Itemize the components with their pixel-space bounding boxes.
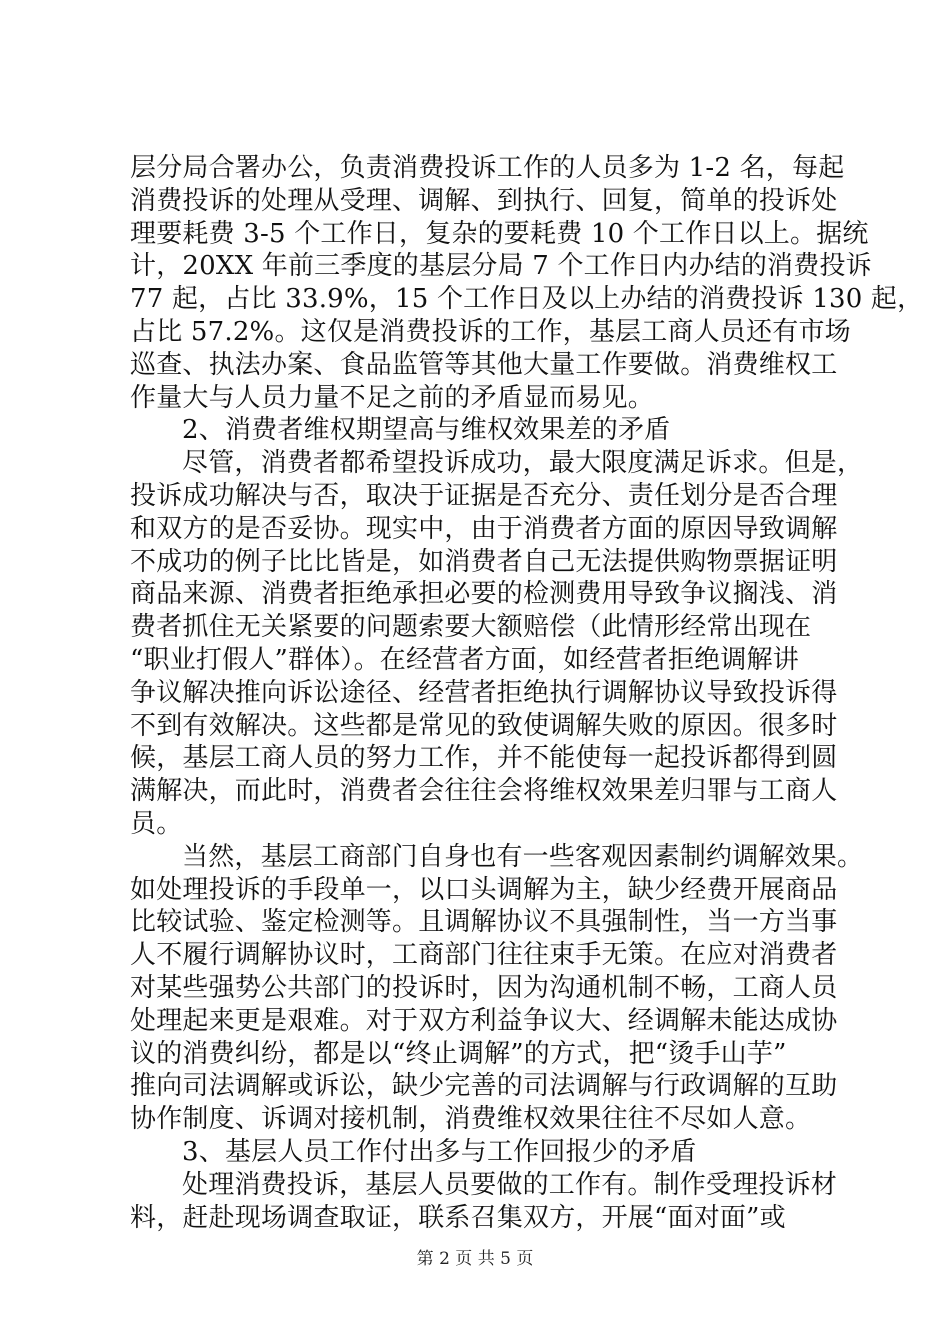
text-line: 理要耗费 3-5 个工作日，复杂的要耗费 10 个工作日以上。据统 — [130, 218, 869, 249]
text-line: 占比 57.2%。这仅是消费投诉的工作，基层工商人员还有市场 — [130, 316, 851, 347]
text-line: 费者抓住无关紧要的问题索要大额赔偿（此情形经常出现在 — [130, 612, 812, 643]
text-line: 对某些强势公共部门的投诉时，因为沟通机制不畅，工商人员 — [130, 972, 838, 1003]
text-line: 处理消费投诉，基层人员要做的工作有。制作受理投诉材 — [182, 1169, 838, 1200]
text-line: 推向司法调解或诉讼，缺少完善的司法调解与行政调解的互助 — [130, 1071, 838, 1102]
text-line: 不成功的例子比比皆是，如消费者自己无法提供购物票据证明 — [130, 546, 838, 577]
text-line: 和双方的是否妥协。现实中，由于消费者方面的原因导致调解 — [130, 513, 838, 544]
text-line: 如处理投诉的手段单一，以口头调解为主，缺少经费开展商品 — [130, 874, 838, 905]
text-line: 77 起，占比 33.9%，15 个工作日及以上办结的消费投诉 130 起， — [130, 284, 924, 315]
text-line: 层分局合署办公，负责消费投诉工作的人员多为 1-2 名，每起 — [130, 153, 845, 183]
text-line: 计，20XX 年前三季度的基层分局 7 个工作日内办结的消费投诉 — [130, 251, 872, 282]
text-line: 尽管，消费者都希望投诉成功，最大限度满足诉求。但是， — [182, 448, 864, 479]
text-line: 商品来源、消费者拒绝承担必要的检测费用导致争议搁浅、消 — [130, 579, 838, 610]
text-line: 料，赶赴现场调查取证，联系召集双方，开展“面对面”或 — [130, 1202, 786, 1233]
text-line: 争议解决推向诉讼途径、经营者拒绝执行调解协议导致投诉得 — [130, 677, 838, 708]
text-line: 巡查、执法办案、食品监管等其他大量工作要做。消费维权工 — [130, 349, 838, 380]
text-line: 满解决，而此时，消费者会往往会将维权效果差归罪与工商人 — [130, 776, 838, 807]
text-line: 处理起来更是艰难。对于双方利益争议大、经调解未能达成协 — [130, 1005, 838, 1036]
text-line: 比较试验、鉴定检测等。且调解协议不具强制性，当一方当事 — [130, 907, 838, 938]
text-line: 员。 — [130, 808, 183, 839]
section-heading: 3、基层人员工作付出多与工作回报少的矛盾 — [182, 1136, 697, 1167]
text-line: 协作制度、诉调对接机制，消费维权效果往往不尽如人意。 — [130, 1104, 812, 1135]
text-line: 当然，基层工商部门自身也有一些客观因素制约调解效果。 — [182, 841, 864, 872]
text-line: 候，基层工商人员的努力工作，并不能使每一起投诉都得到圆 — [130, 743, 838, 774]
body-text — [130, 152, 924, 1234]
text-line: 不到有效解决。这些都是常见的致使调解失败的原因。很多时 — [130, 710, 838, 741]
text-line: 投诉成功解决与否，取决于证据是否充分、责任划分是否合理 — [130, 480, 838, 511]
text-line: 消费投诉的处理从受理、调解、到执行、回复，简单的投诉处 — [130, 185, 838, 216]
text-line: 作量大与人员力量不足之前的矛盾显而易见。 — [130, 382, 655, 413]
text-line: “职业打假人”群体）。在经营者方面，如经营者拒绝调解讲 — [130, 644, 799, 675]
page-footer: 第 2 页 共 5 页 — [416, 1249, 534, 1269]
section-heading: 2、消费者维权期望高与维权效果差的矛盾 — [182, 415, 671, 446]
text-line: 议的消费纠纷，都是以“终止调解”的方式，把“烫手山芋” — [130, 1038, 787, 1069]
text-line: 人不履行调解协议时，工商部门往往束手无策。在应对消费者 — [130, 940, 838, 971]
